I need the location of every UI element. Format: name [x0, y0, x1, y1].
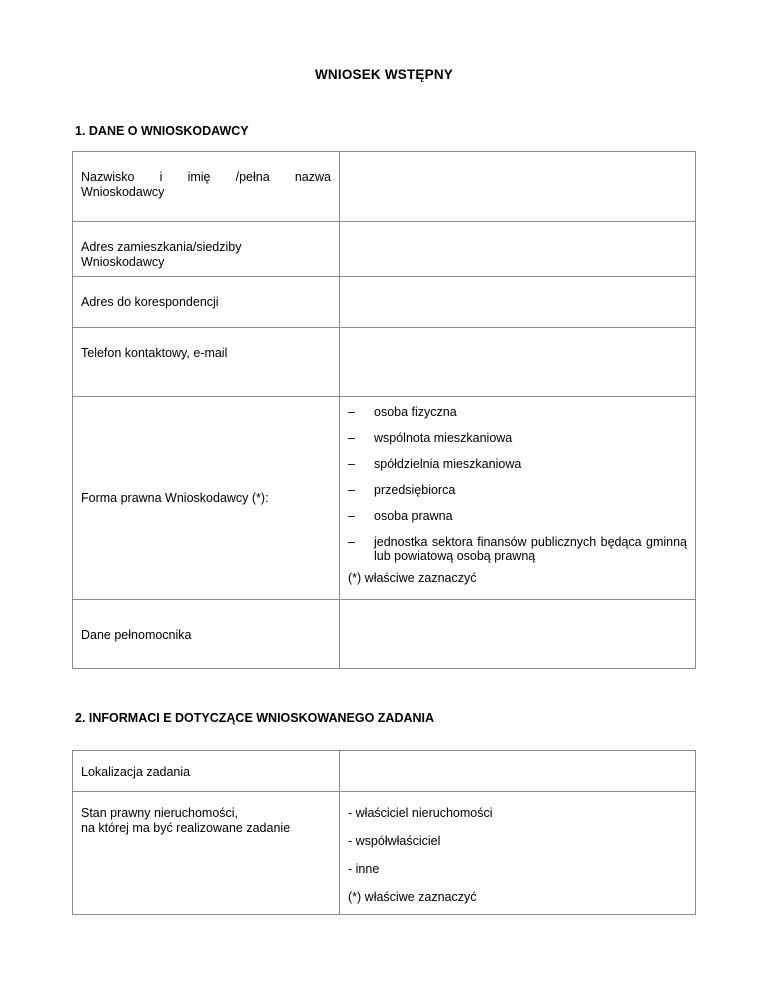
- address-label-line2: Wnioskodawcy: [81, 255, 165, 269]
- document-title: WNIOSEK WSTĘPNY: [314, 67, 453, 82]
- dash: –: [348, 457, 355, 471]
- option-text: spółdzielnia mieszkaniowa: [374, 457, 522, 471]
- legal-status-note: (*) właściwe zaznaczyć: [348, 890, 477, 904]
- applicant-address-field[interactable]: [340, 222, 696, 277]
- legal-status-option[interactable]: - współwłaściciel: [348, 834, 441, 848]
- legal-status-options: [348, 806, 687, 876]
- label-word: Nazwisko: [81, 170, 135, 184]
- applicant-name-label: [73, 152, 340, 222]
- label-word: nazwa: [294, 170, 331, 184]
- dash: –: [348, 405, 355, 419]
- legal-form-option[interactable]: [348, 483, 687, 497]
- option-text: wspólnota mieszkaniowa: [374, 431, 513, 445]
- section-2-heading: 2. INFORMACI E DOTYCZĄCE WNIOSKOWANEGO ZADANIA: [75, 711, 435, 725]
- legal-form-option[interactable]: [348, 457, 687, 471]
- row-legal-form: [73, 397, 696, 600]
- correspondence-address-label: Adres do korespondencji: [73, 277, 340, 328]
- legal-form-note: (*) właściwe zaznaczyć: [348, 571, 477, 585]
- option-text: osoba fizyczna: [374, 405, 457, 419]
- legal-status-options-cell: [340, 792, 696, 915]
- legal-form-options: [348, 405, 687, 563]
- applicant-name-field[interactable]: [340, 152, 696, 222]
- option-text: jednostka sektora finansów publicznych będąca gminną lub powiatową osobą prawną: [374, 535, 687, 563]
- task-location-label: Lokalizacja zadania: [73, 751, 340, 792]
- legal-status-label-line1: Stan prawny nieruchomości,: [81, 806, 239, 820]
- legal-form-option[interactable]: [348, 405, 687, 419]
- task-location-field[interactable]: [340, 751, 696, 792]
- proxy-field[interactable]: [340, 600, 696, 669]
- row-proxy: [73, 600, 696, 669]
- section-1-heading: 1. DANE O WNIOSKODAWCY: [75, 124, 249, 138]
- legal-form-option[interactable]: [348, 431, 687, 445]
- applicant-name-label-line1: [81, 170, 331, 185]
- applicant-name-label-line2: Wnioskodawcy: [81, 185, 165, 199]
- dash: –: [348, 483, 355, 497]
- legal-form-option[interactable]: [348, 509, 687, 523]
- row-applicant-name: [73, 152, 696, 222]
- applicant-data-table: [72, 151, 696, 669]
- legal-form-options-cell: [340, 397, 696, 600]
- row-applicant-address: [73, 222, 696, 277]
- legal-form-label: [73, 397, 340, 600]
- legal-status-option[interactable]: - inne: [348, 862, 380, 876]
- legal-form-option[interactable]: [348, 535, 687, 563]
- dash: –: [348, 535, 355, 549]
- correspondence-address-field[interactable]: [340, 277, 696, 328]
- applicant-address-label: [73, 222, 340, 277]
- address-label-line1: Adres zamieszkania/siedziby: [81, 240, 242, 254]
- label-word: /pełna: [235, 170, 270, 184]
- option-text: przedsiębiorca: [374, 483, 456, 497]
- label-word: imię: [187, 170, 211, 184]
- contact-label: Telefon kontaktowy, e-mail: [73, 328, 340, 397]
- option-text: osoba prawna: [374, 509, 453, 523]
- proxy-label: Dane pełnomocnika: [73, 600, 340, 669]
- row-correspondence-address: [73, 277, 696, 328]
- legal-status-label-line2: na której ma być realizowane zadanie: [81, 821, 291, 835]
- contact-field[interactable]: [340, 328, 696, 397]
- legal-form-label-text: Forma prawna Wnioskodawcy (*):: [81, 490, 269, 505]
- legal-status-label: [73, 792, 340, 915]
- row-legal-status: [73, 792, 696, 915]
- legal-status-option[interactable]: - właściciel nieruchomości: [348, 806, 493, 820]
- task-info-table: [72, 750, 696, 915]
- row-contact: [73, 328, 696, 397]
- label-word: i: [159, 170, 163, 184]
- dash: –: [348, 431, 355, 445]
- dash: –: [348, 509, 355, 523]
- row-task-location: [73, 751, 696, 792]
